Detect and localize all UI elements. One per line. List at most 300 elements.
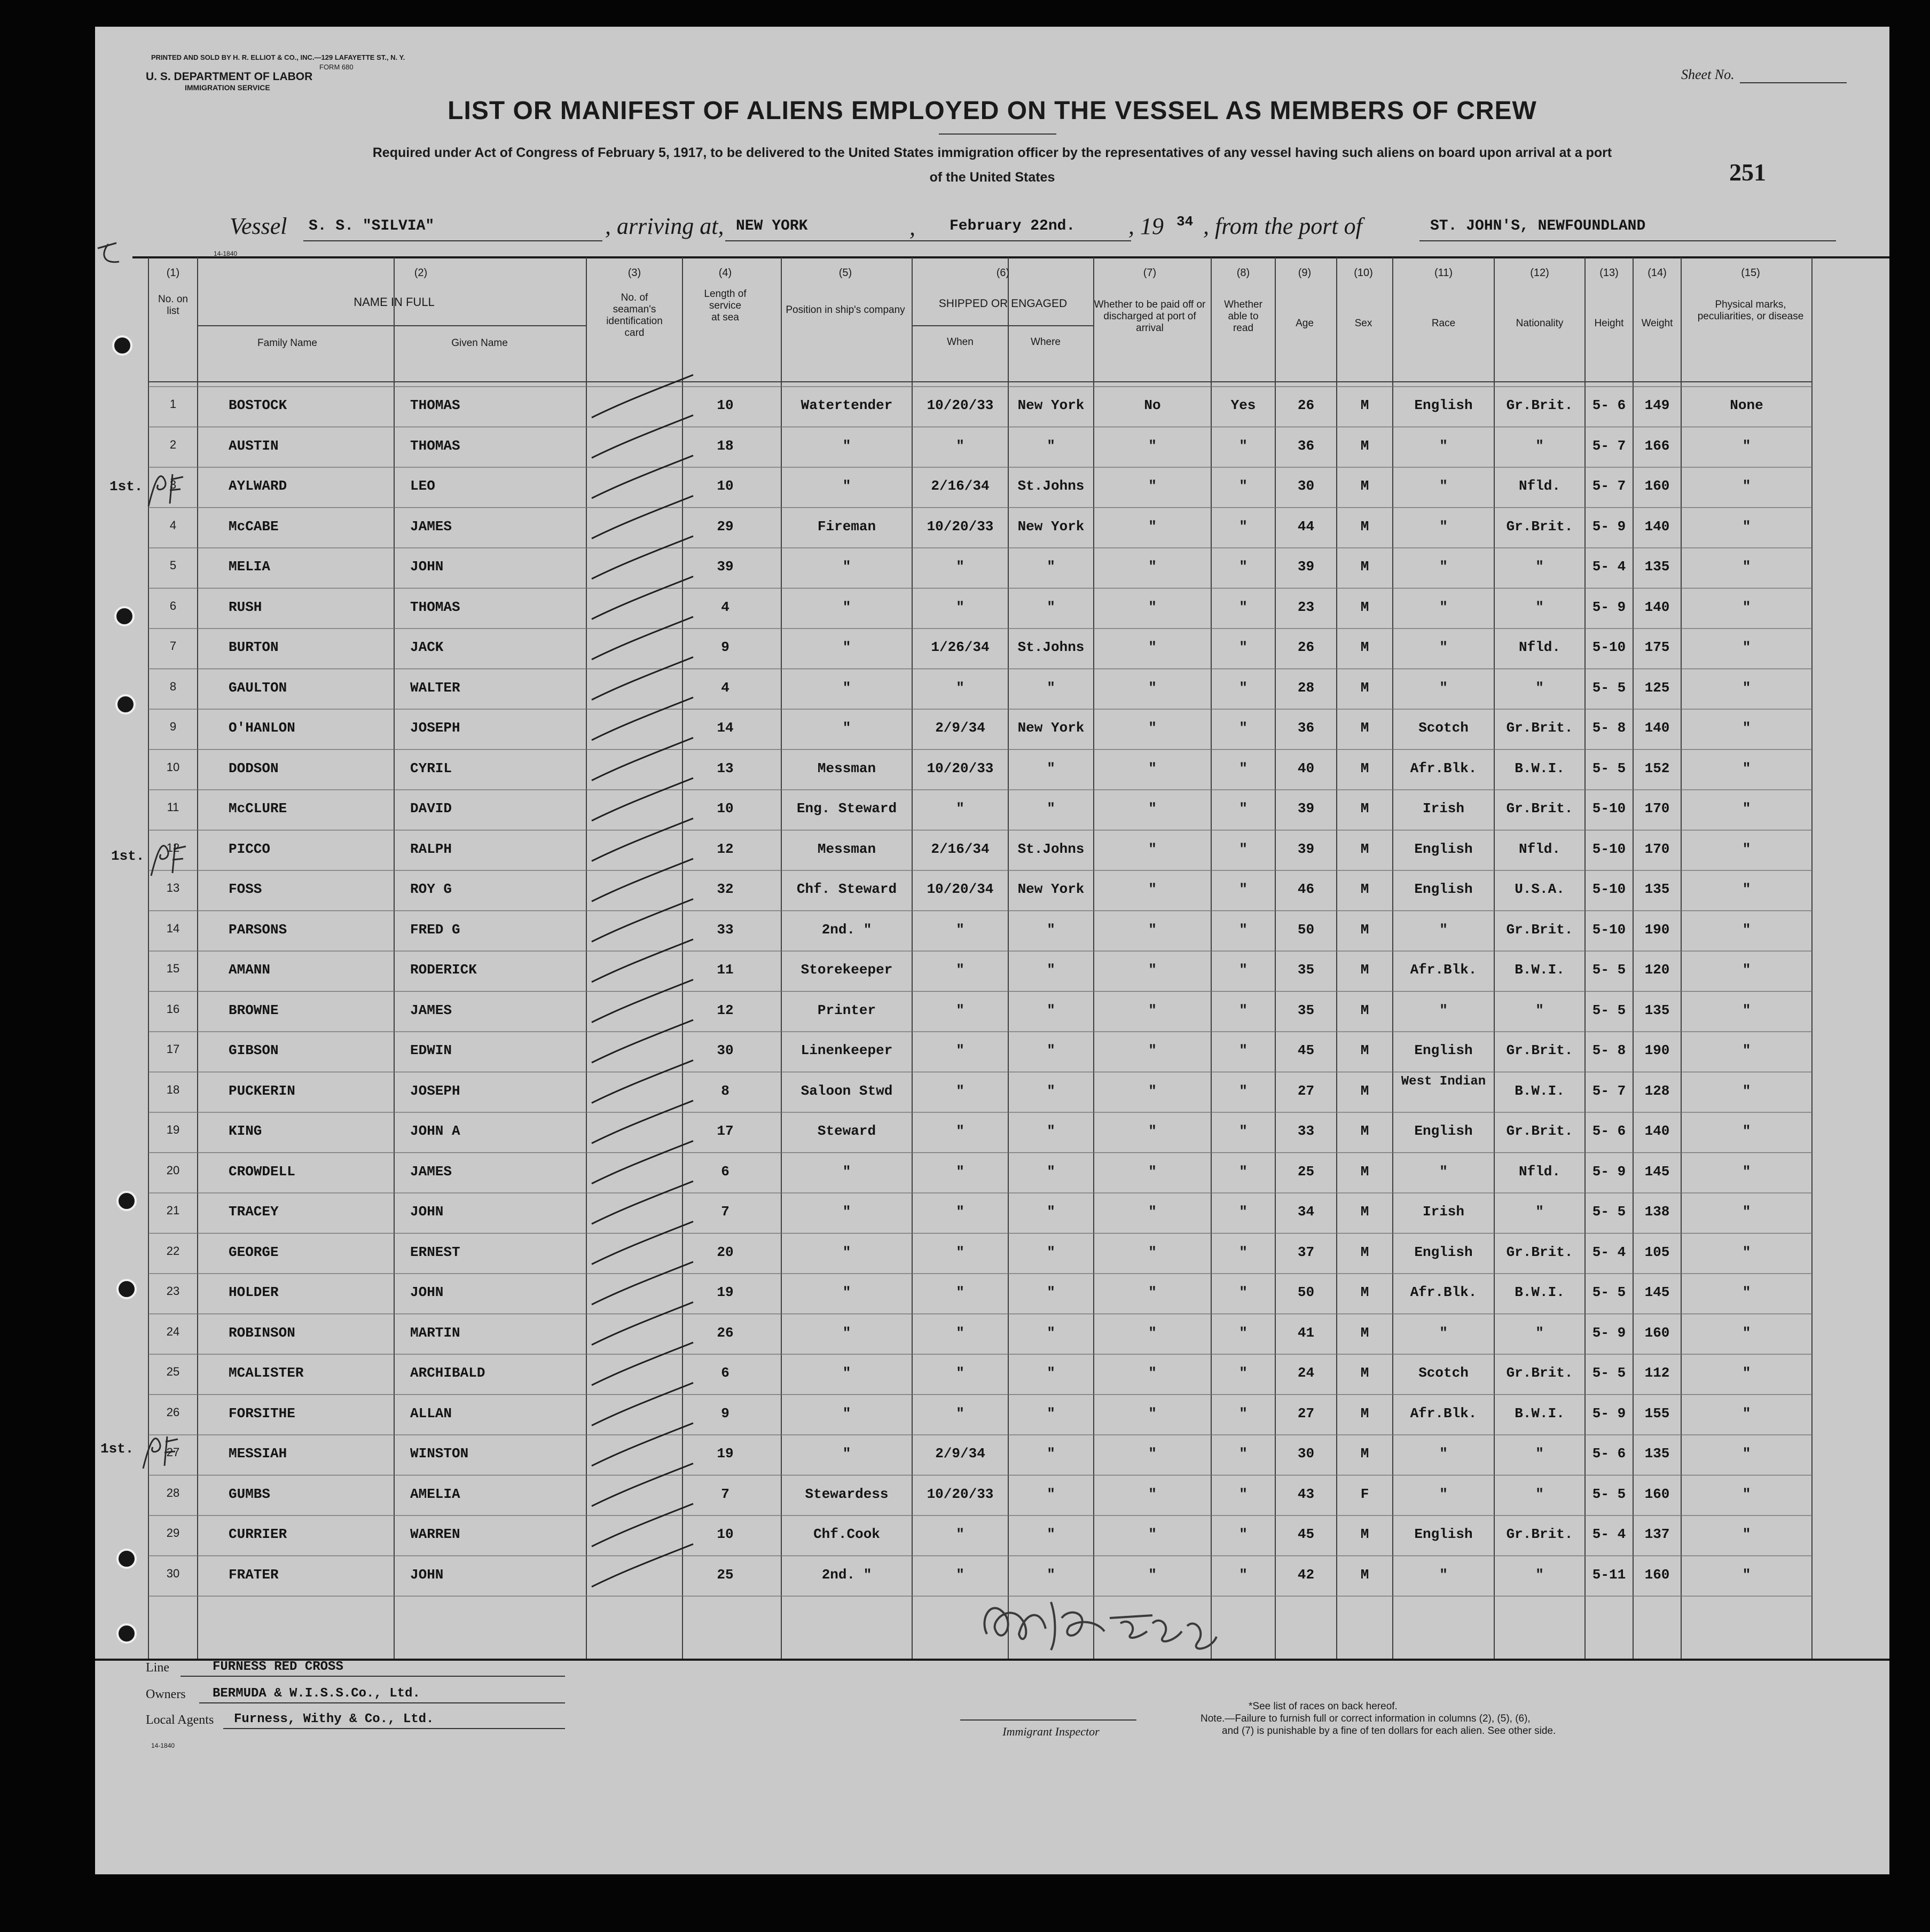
cell-no: 13 [166, 881, 180, 894]
cell-service: 6 [721, 1163, 729, 1180]
page-subtitle: Required under Act of Congress of February 5, 1917, to be delivered to the United States immigration officer by the representatives of any vessel having such aliens on board upon arrival at a port [372, 145, 1612, 160]
cell-paid: " [1148, 1042, 1157, 1058]
cell-no: 20 [166, 1163, 180, 1177]
cell-no: 18 [166, 1082, 180, 1096]
cell-age: 26 [1297, 639, 1315, 655]
id-card-pen-stroke [592, 496, 693, 539]
arrival-port: NEW YORK [736, 218, 808, 234]
cell-nat: Gr.Brit. [1506, 1042, 1573, 1058]
cell-position: " [842, 559, 851, 575]
col-num-10: (10) [1354, 267, 1373, 279]
col-num-5: (5) [838, 267, 852, 279]
id-card-pen-stroke [592, 455, 693, 498]
cell-height: 5- 5 [1592, 1486, 1626, 1502]
cell-marks: " [1742, 437, 1751, 454]
cell-where: St.Johns [1017, 639, 1085, 655]
cell-service: 30 [717, 1042, 734, 1058]
cell-marks: " [1742, 1163, 1751, 1180]
cell-when: " [956, 679, 964, 696]
cell-no: 9 [169, 720, 177, 733]
cell-marks: " [1742, 1405, 1751, 1421]
cell-position: " [842, 720, 851, 736]
col-head-marks: Physical marks, peculiarities, or disease [1697, 299, 1804, 322]
cell-weight: 140 [1644, 599, 1670, 615]
pe-annotation-mark [146, 833, 194, 881]
cell-nat: B.W.I. [1515, 1082, 1565, 1099]
cell-race: Afr.Blk. [1410, 760, 1477, 776]
cell-height: 5- 9 [1592, 518, 1626, 535]
cell-sex: F [1360, 1486, 1369, 1502]
cell-when: " [956, 1566, 964, 1583]
cell-read: " [1239, 1446, 1248, 1462]
cell-no: 3 [169, 478, 177, 491]
cell-race: " [1439, 1324, 1448, 1341]
cell-weight: 138 [1644, 1204, 1670, 1220]
col-head-paid-off: Whether to be paid off or discharged at port of arrival [1094, 299, 1206, 334]
cell-when: " [956, 1244, 964, 1260]
corner-pencil-mark [95, 238, 127, 270]
cell-when: " [956, 800, 964, 816]
col-num-2: (2) [414, 267, 428, 279]
cell-family: PARSONS [229, 921, 287, 938]
cell-sex: M [1360, 559, 1369, 575]
cell-age: 42 [1297, 1566, 1315, 1583]
cell-nat: Nfld. [1518, 478, 1560, 494]
cell-when: 10/20/34 [927, 881, 994, 897]
cell-race: " [1439, 1446, 1448, 1462]
cell-height: 5- 7 [1592, 1082, 1626, 1099]
cell-given: ROY G [410, 881, 452, 897]
cell-age: 50 [1297, 1284, 1315, 1300]
cell-no: 28 [166, 1486, 180, 1499]
cell-marks: " [1742, 921, 1751, 938]
cell-no: 16 [166, 1002, 180, 1016]
line-label: Line [146, 1661, 169, 1675]
cell-where: " [1047, 559, 1055, 575]
cell-paid: " [1148, 1082, 1157, 1099]
cell-read: " [1239, 1324, 1248, 1341]
cell-where: " [1047, 1042, 1055, 1058]
cell-age: 39 [1297, 559, 1315, 575]
cell-family: MCALISTER [229, 1365, 304, 1381]
cell-family: BROWNE [229, 1002, 279, 1018]
col-head-race: Race [1431, 318, 1456, 329]
cell-height: 5- 8 [1592, 720, 1626, 736]
form-number: FORM 680 [319, 63, 354, 71]
cell-race: Scotch [1418, 720, 1469, 736]
cell-sex: M [1360, 599, 1369, 615]
cell-given: FRED G [410, 921, 460, 938]
cell-nat: Nfld. [1518, 841, 1560, 857]
cell-sex: M [1360, 1324, 1369, 1341]
cell-nat: " [1535, 559, 1544, 575]
cell-service: 9 [721, 639, 729, 655]
cell-age: 25 [1297, 1163, 1315, 1180]
cell-height: 5- 6 [1592, 397, 1626, 413]
cell-where: " [1047, 1082, 1055, 1099]
cell-position: Chf. Steward [796, 881, 897, 897]
col-num-15: (15) [1741, 267, 1760, 279]
cell-when: " [956, 1042, 964, 1058]
cell-paid: " [1148, 1002, 1157, 1018]
cell-paid: " [1148, 881, 1157, 897]
department-name: U. S. DEPARTMENT OF LABOR [146, 70, 313, 83]
cell-where: " [1047, 1486, 1055, 1502]
cell-age: 37 [1297, 1244, 1315, 1260]
cell-marks: " [1742, 1446, 1751, 1462]
date-comma: , [909, 214, 915, 240]
cell-height: 5- 5 [1592, 1204, 1626, 1220]
id-card-pen-stroke [592, 939, 693, 982]
cell-position: Saloon Stwd [801, 1082, 893, 1099]
col-head-service: Length of service at sea [704, 288, 747, 323]
col-num-13: (13) [1599, 267, 1619, 279]
cell-paid: " [1148, 962, 1157, 978]
cell-read: " [1239, 639, 1248, 655]
cell-weight: 137 [1644, 1526, 1670, 1542]
cell-weight: 152 [1644, 760, 1670, 776]
cell-sex: M [1360, 1566, 1369, 1583]
cell-marks: " [1742, 1002, 1751, 1018]
cell-given: THOMAS [410, 397, 460, 413]
cell-height: 5- 9 [1592, 1163, 1626, 1180]
year-prefix: , 19 [1128, 213, 1164, 239]
cell-no: 4 [169, 518, 177, 532]
id-card-pen-stroke [592, 1423, 693, 1466]
cell-given: LEO [410, 478, 435, 494]
cell-marks: " [1742, 962, 1751, 978]
cell-position: 2nd. " [821, 921, 872, 938]
inspector-signature [976, 1586, 1222, 1666]
agents-rule [223, 1728, 565, 1729]
cell-height: 5- 5 [1592, 679, 1626, 696]
cell-position: " [842, 599, 851, 615]
cell-height: 5- 4 [1592, 1526, 1626, 1542]
id-card-pen-stroke [592, 1342, 693, 1385]
cell-marks: " [1742, 1244, 1751, 1260]
cell-weight: 112 [1644, 1365, 1670, 1381]
cell-race: " [1439, 1002, 1448, 1018]
cell-weight: 160 [1644, 1486, 1670, 1502]
cell-paid: " [1148, 1324, 1157, 1341]
cell-paid: " [1148, 1163, 1157, 1180]
cell-service: 20 [717, 1244, 734, 1260]
cell-read: " [1239, 1123, 1248, 1139]
col-head-shipped: SHIPPED OR ENGAGED [938, 297, 1068, 310]
cell-marks: " [1742, 1324, 1751, 1341]
cell-race: English [1414, 1244, 1473, 1260]
cell-weight: 149 [1644, 397, 1670, 413]
cell-position: " [842, 437, 851, 454]
cell-service: 4 [721, 679, 729, 696]
cell-sex: M [1360, 1123, 1369, 1139]
id-card-pen-stroke [592, 1544, 693, 1587]
cell-weight: 190 [1644, 1042, 1670, 1058]
cell-age: 34 [1297, 1204, 1315, 1220]
cell-no: 17 [166, 1042, 180, 1056]
cell-nat: B.W.I. [1515, 962, 1565, 978]
id-card-pen-stroke [592, 617, 693, 659]
cell-no: 10 [166, 760, 180, 774]
cell-race: English [1414, 881, 1473, 897]
cell-given: JAMES [410, 1163, 452, 1180]
cell-read: " [1239, 1486, 1248, 1502]
cell-given: EDWIN [410, 1042, 452, 1058]
cell-family: BURTON [229, 639, 279, 655]
cell-age: 39 [1297, 800, 1315, 816]
cell-read: " [1239, 921, 1248, 938]
cell-given: JOSEPH [410, 720, 460, 736]
cell-sex: M [1360, 1163, 1369, 1180]
cell-family: MESSIAH [229, 1446, 287, 1462]
cell-read: " [1239, 760, 1248, 776]
cell-when: 1/26/34 [931, 639, 990, 655]
cell-given: DAVID [410, 800, 452, 816]
cell-service: 18 [717, 437, 734, 454]
cell-height: 5- 8 [1592, 1042, 1626, 1058]
id-card-pen-stroke [592, 657, 693, 700]
cell-race: Irish [1422, 800, 1464, 816]
cell-sex: M [1360, 478, 1369, 494]
cell-where: " [1047, 760, 1055, 776]
col-num-14: (14) [1647, 267, 1667, 279]
cell-race: " [1439, 679, 1448, 696]
note-races: *See list of races on back hereof. [1249, 1701, 1398, 1712]
cell-height: 5-11 [1592, 1566, 1626, 1583]
service-name: IMMIGRATION SERVICE [185, 83, 270, 92]
col-num-3: (3) [627, 267, 641, 279]
cell-when: " [956, 1204, 964, 1220]
cell-sex: M [1360, 1446, 1369, 1462]
note-line-2: and (7) is punishable by a fine of ten dollars for each alien. See other side. [1222, 1725, 1556, 1737]
cell-nat: B.W.I. [1515, 760, 1565, 776]
cell-nat: Gr.Brit. [1506, 1365, 1573, 1381]
cell-marks: " [1742, 1526, 1751, 1542]
sheet-no-label: Sheet No. [1681, 67, 1735, 82]
cell-sex: M [1360, 437, 1369, 454]
cell-race: English [1414, 1123, 1473, 1139]
cell-race: " [1439, 599, 1448, 615]
cell-height: 5- 6 [1592, 1446, 1626, 1462]
col-head-height: Height [1594, 318, 1624, 329]
cell-family: CURRIER [229, 1526, 287, 1542]
cell-marks: " [1742, 1284, 1751, 1300]
cell-no: 22 [166, 1244, 180, 1258]
id-card-pen-stroke [592, 1262, 693, 1305]
cell-marks: " [1742, 760, 1751, 776]
cell-no: 21 [166, 1204, 180, 1217]
col-num-11: (11) [1434, 267, 1453, 279]
cell-where: " [1047, 800, 1055, 816]
cell-given: JOHN [410, 1204, 444, 1220]
line-rule [181, 1676, 565, 1677]
id-card-pen-stroke [592, 1141, 693, 1184]
col-head-weight: Weight [1641, 318, 1673, 329]
cell-nat: " [1535, 1324, 1544, 1341]
cell-given: JAMES [410, 1002, 452, 1018]
cell-read: " [1239, 437, 1248, 454]
cell-marks: " [1742, 800, 1751, 816]
cell-no: 8 [169, 679, 177, 693]
cell-given: THOMAS [410, 437, 460, 454]
cell-no: 6 [169, 599, 177, 612]
cell-nat: Nfld. [1518, 639, 1560, 655]
cell-read: " [1239, 1566, 1248, 1583]
cell-when: " [956, 599, 964, 615]
cell-where: " [1047, 1324, 1055, 1341]
cell-no: 23 [166, 1284, 180, 1298]
cell-position: Fireman [817, 518, 876, 535]
cell-height: 5- 9 [1592, 1405, 1626, 1421]
cell-where: " [1047, 1002, 1055, 1018]
cell-paid: " [1148, 1446, 1157, 1462]
cell-race: Scotch [1418, 1365, 1469, 1381]
cell-when: " [956, 1163, 964, 1180]
cell-family: CROWDELL [229, 1163, 295, 1180]
cell-paid: " [1148, 679, 1157, 696]
cell-race: " [1439, 559, 1448, 575]
cell-marks: " [1742, 1486, 1751, 1502]
cell-sex: M [1360, 1002, 1369, 1018]
cell-position: Stewardess [805, 1486, 889, 1502]
cell-where: " [1047, 1284, 1055, 1300]
cell-no: 1 [169, 397, 177, 411]
cell-marks: " [1742, 881, 1751, 897]
cell-where: " [1047, 1446, 1055, 1462]
id-card-pen-stroke [592, 1504, 693, 1546]
left-mark-row-3: 1st. [109, 478, 143, 494]
cell-given: JOHN [410, 1566, 444, 1583]
cell-nat: " [1535, 1486, 1544, 1502]
cell-height: 5- 4 [1592, 559, 1626, 575]
cell-height: 5- 9 [1592, 599, 1626, 615]
cell-paid: " [1148, 1123, 1157, 1139]
col-head-id-card: No. of seaman's identification card [606, 292, 663, 339]
cell-nat: " [1535, 1002, 1544, 1018]
cell-weight: 128 [1644, 1082, 1670, 1099]
cell-service: 13 [717, 760, 734, 776]
cell-age: 43 [1297, 1486, 1315, 1502]
id-card-pen-stroke [592, 1464, 693, 1506]
cell-race: West Indian [1401, 1074, 1486, 1089]
cell-weight: 135 [1644, 559, 1670, 575]
cell-weight: 155 [1644, 1405, 1670, 1421]
cell-weight: 140 [1644, 1123, 1670, 1139]
page-subtitle-2: of the United States [929, 170, 1055, 185]
cell-weight: 135 [1644, 1446, 1670, 1462]
cell-nat: " [1535, 1566, 1544, 1583]
cell-position: " [842, 639, 851, 655]
cell-read: " [1239, 841, 1248, 857]
line-value: FURNESS RED CROSS [213, 1660, 343, 1674]
cell-family: AUSTIN [229, 437, 279, 454]
cell-weight: 105 [1644, 1244, 1670, 1260]
cell-when: 2/9/34 [935, 720, 985, 736]
cell-no: 29 [166, 1526, 180, 1540]
cell-when: 2/16/34 [931, 841, 990, 857]
cell-paid: " [1148, 599, 1157, 615]
cell-family: PICCO [229, 841, 271, 857]
cell-weight: 140 [1644, 720, 1670, 736]
col-num-4: (4) [718, 267, 732, 279]
vessel-label: Vessel [230, 213, 287, 239]
cell-given: MARTIN [410, 1324, 460, 1341]
cell-race: " [1439, 1566, 1448, 1583]
cell-age: 35 [1297, 1002, 1315, 1018]
cell-position: " [842, 1244, 851, 1260]
cell-read: Yes [1230, 397, 1256, 413]
cell-position: Messman [817, 760, 876, 776]
cell-nat: Gr.Brit. [1506, 518, 1573, 535]
cell-position: Linenkeeper [801, 1042, 893, 1058]
cell-weight: 190 [1644, 921, 1670, 938]
owners-value: BERMUDA & W.I.S.S.Co., Ltd. [213, 1686, 420, 1701]
col-num-7: (7) [1143, 267, 1157, 279]
cell-sex: M [1360, 518, 1369, 535]
cell-height: 5-10 [1592, 800, 1626, 816]
cell-given: ALLAN [410, 1405, 452, 1421]
cell-where: " [1047, 921, 1055, 938]
cell-where: " [1047, 1566, 1055, 1583]
cell-given: THOMAS [410, 599, 460, 615]
cell-read: " [1239, 1002, 1248, 1018]
cell-read: " [1239, 559, 1248, 575]
cell-weight: 120 [1644, 962, 1670, 978]
cell-age: 28 [1297, 679, 1315, 696]
col-head-when: When [947, 336, 974, 348]
cell-sex: M [1360, 760, 1369, 776]
cell-weight: 160 [1644, 478, 1670, 494]
id-card-pen-stroke [592, 577, 693, 619]
cell-family: MELIA [229, 559, 271, 575]
col-head-read: Whether able to read [1224, 299, 1262, 334]
cell-position: " [842, 1365, 851, 1381]
cell-marks: " [1742, 599, 1751, 615]
cell-where: " [1047, 1526, 1055, 1542]
cell-nat: " [1535, 437, 1544, 454]
cell-race: " [1439, 478, 1448, 494]
cell-sex: M [1360, 1405, 1369, 1421]
cell-weight: 135 [1644, 881, 1670, 897]
cell-read: " [1239, 679, 1248, 696]
cell-service: 10 [717, 397, 734, 413]
cell-race: English [1414, 397, 1473, 413]
cell-when: 10/20/33 [927, 1486, 994, 1502]
cell-height: 5- 5 [1592, 760, 1626, 776]
cell-height: 5-10 [1592, 921, 1626, 938]
cell-family: FOSS [229, 881, 262, 897]
cell-given: JOHN [410, 559, 444, 575]
id-card-pen-stroke [592, 415, 693, 458]
cell-given: WALTER [410, 679, 460, 696]
cell-given: AMELIA [410, 1486, 460, 1502]
cell-where: " [1047, 437, 1055, 454]
col-head-no: No. on list [158, 294, 188, 317]
cell-marks: " [1742, 841, 1751, 857]
cell-read: " [1239, 1526, 1248, 1542]
cell-position: " [842, 1446, 851, 1462]
cell-service: 33 [717, 921, 734, 938]
cell-read: " [1239, 962, 1248, 978]
cell-height: 5- 5 [1592, 1002, 1626, 1018]
cell-paid: " [1148, 841, 1157, 857]
cell-where: " [1047, 599, 1055, 615]
cell-nat: Gr.Brit. [1506, 921, 1573, 938]
col-head-age: Age [1296, 318, 1314, 329]
cell-nat: " [1535, 1446, 1544, 1462]
page-number: 251 [1729, 159, 1766, 186]
col-head-name: NAME IN FULL [354, 295, 435, 309]
